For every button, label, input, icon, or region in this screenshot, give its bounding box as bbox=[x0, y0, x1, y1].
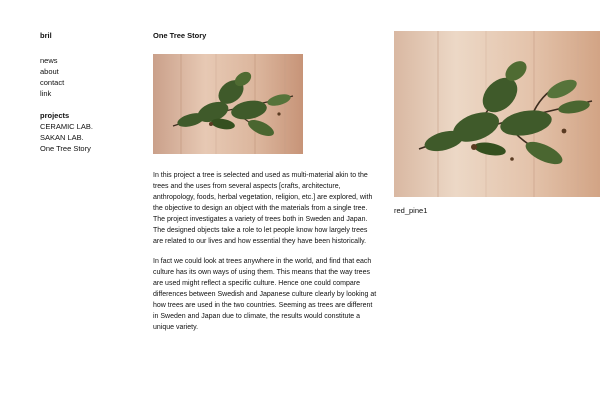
nav-link-link[interactable]: link bbox=[40, 89, 52, 98]
gallery-large-image[interactable] bbox=[394, 31, 600, 197]
gallery bbox=[394, 31, 600, 216]
projects-heading: projects bbox=[40, 111, 70, 120]
description-paragraph-2: In fact we could look at trees anywhere in the world, and find that each culture has its own ways of using them. This means that the way trees are used might reflect a specific culture. Hence one could compare differences between Swedish and Japanese culture clearly by looking at how trees are used in the two countries. Seeming as trees are different in Sweden and Japan due to climate, the results would constitute a unique variety. bbox=[153, 257, 377, 331]
project-description bbox=[153, 170, 383, 333]
main-nav bbox=[40, 55, 140, 99]
nav-link-about[interactable]: about bbox=[40, 67, 59, 76]
description-paragraph-1: In this project a tree is selected and used as multi-material akin to the trees and the uses from several aspects [crafts, architecture, anthropology, foods, herbal vegetation, religion, etc.] are explored, with the objective to design an object with the materials from a single tree. The project investigates a variety of trees both in Sweden and Japan. The designed objects take a role to let people know how largely trees are related to our lives and how essential they have been historically. bbox=[153, 172, 373, 245]
project-thumbnail-image[interactable] bbox=[153, 54, 303, 154]
project-link-sakan-lab[interactable]: SAKAN LAB. bbox=[40, 133, 84, 142]
nav-link-news[interactable]: news bbox=[40, 56, 58, 65]
gallery-caption: red_pine1 bbox=[394, 206, 428, 215]
project-link-ceramic-lab[interactable]: CERAMIC LAB. bbox=[40, 122, 93, 131]
main-content bbox=[153, 30, 383, 341]
site-name[interactable]: bril bbox=[40, 31, 52, 40]
nav-link-contact[interactable]: contact bbox=[40, 78, 65, 87]
page-title: One Tree Story bbox=[153, 31, 207, 40]
project-link-one-tree-story[interactable]: One Tree Story bbox=[40, 144, 91, 153]
sidebar bbox=[40, 30, 140, 154]
projects-nav bbox=[40, 121, 140, 154]
